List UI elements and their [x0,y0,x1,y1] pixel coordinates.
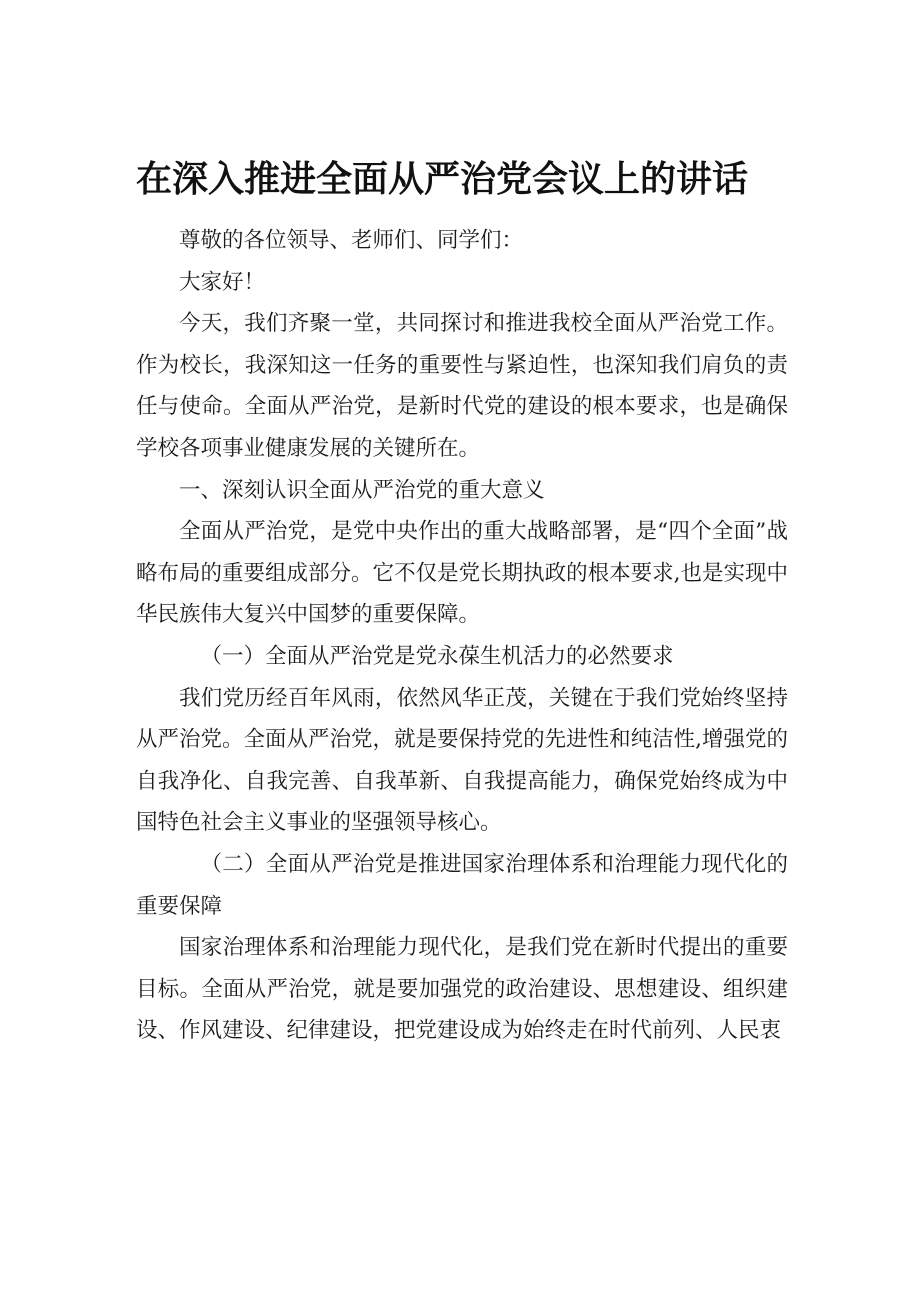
subsection-heading: （二）全面从严治党是推进国家治理体系和治理能力现代化的重要保障 [136,851,788,919]
section-paragraph: 全面从严治党，是党中央作出的重大战略部署，是“四个全面”战略布局的重要组成部分。它不仅是党长期执政的根本要求,也是实现中华民族伟大复兴中国梦的重要保障。 [136,519,788,628]
subsection-paragraph: 我们党历经百年风雨，依然风华正茂，关键在于我们党始终坚持从严治党。全面从严治党，就是要保持党的先进性和纯洁性,增强党的自我净化、自我完善、自我革新、自我提高能力，确保党始终成为中国特色社会主义事业的坚强领导核心。 [136,685,788,836]
intro-paragraph: 今天，我们齐聚一堂，共同探讨和推进我校全面从严治党工作。作为校长，我深知这一任务的重要性与紧迫性，也深知我们肩负的责任与使命。全面从严治党，是新时代党的建设的根本要求，也是确保学校各项事业健康发展的关键所在。 [136,311,788,461]
greeting: 大家好！ [179,269,266,295]
document-title: 在深入推进全面从严治党会议上的讲话 [136,159,749,200]
subsection-heading: （一）全面从严治党是党永葆生机活力的必然要求 [200,643,674,669]
document-body [136,220,788,1052]
section-heading: 一、深刻认识全面从严治党的重大意义 [179,477,545,503]
salutation: 尊敬的各位领导、老师们、同学们： [179,228,524,253]
subsection-paragraph: 国家治理体系和治理能力现代化，是我们党在新时代提出的重要目标。全面从严治党，就是要加强党的政治建设、思想建设、组织建设、作风建设、纪律建设，把党建设成为始终走在时代前列、人民衷 [136,935,788,1044]
